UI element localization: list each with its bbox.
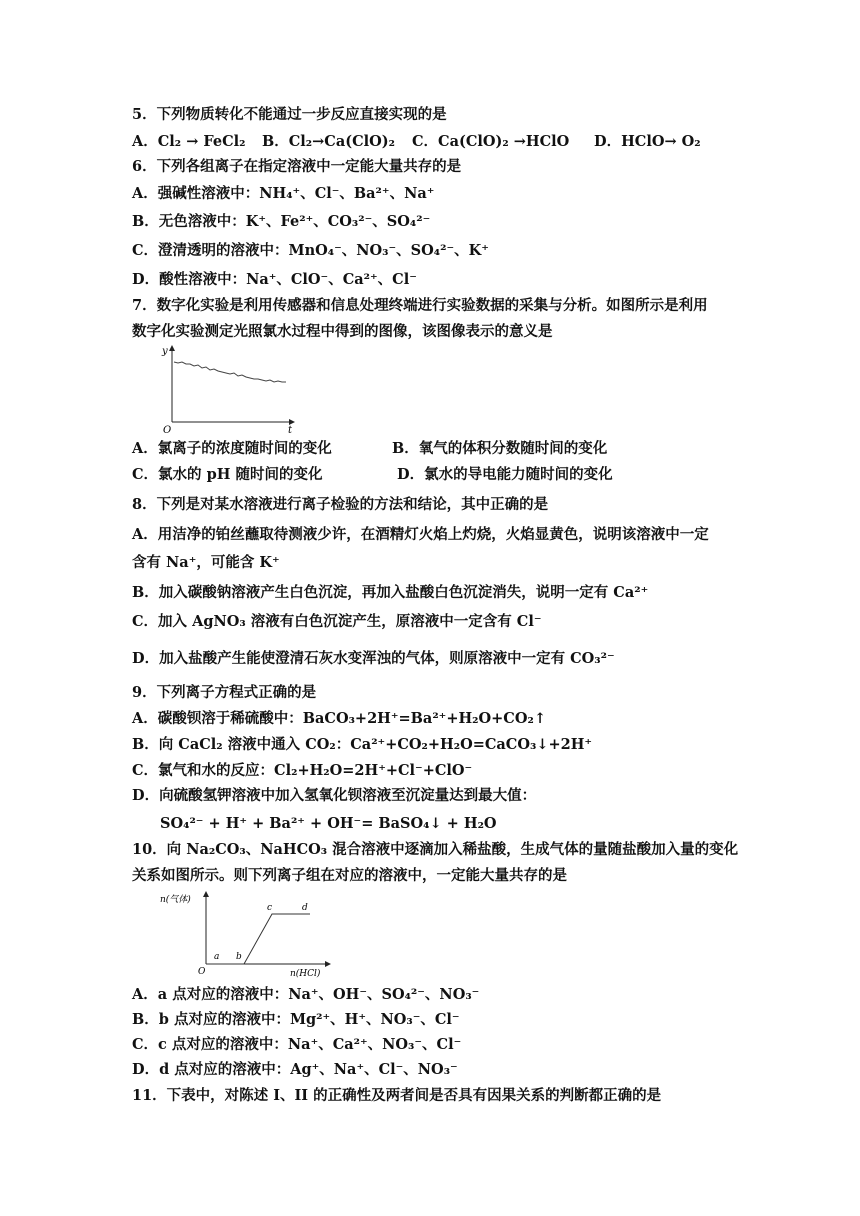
q10-option-b: B．b 点对应的溶液中：Mg²⁺、H⁺、NO₃⁻、Cl⁻ [132,1011,460,1028]
q9-option-d-equation: SO₄²⁻ + H⁺ + Ba²⁺ + OH⁻= BaSO₄↓ + H₂O [160,815,497,832]
q10-point-a: a [214,952,220,962]
q9-option-a: A．碳酸钡溶于稀硫酸中：BaCO₃+2H⁺=Ba²⁺+H₂O+CO₂↑ [132,710,546,727]
q5-options [132,132,742,152]
q7-origin-label: O [163,425,172,434]
q6-option-b: B．无色溶液中：K⁺、Fe²⁺、CO₃²⁻、SO₄²⁻ [132,213,431,230]
q8-option-d: D．加入盐酸产生能使澄清石灰水变浑浊的气体，则原溶液中一定有 CO₃²⁻ [132,650,615,667]
q9-stem: 9．下列离子方程式正确的是 [132,684,317,701]
q5-option-d: D．HClO→ O₂ [594,133,701,150]
q10-option-c: C．c 点对应的溶液中：Na⁺、Ca²⁺、NO₃⁻、Cl⁻ [132,1036,462,1053]
q7-option-c: C．氯水的 pH 随时间的变化 [132,466,323,483]
q7-option-d: D．氯水的导电能力随时间的变化 [397,466,613,483]
q7-stem-line2: 数字化实验测定光照氯水过程中得到的图像，该图像表示的意义是 [132,323,553,340]
q10-origin-label: O [198,967,206,977]
q6-option-c: C．澄清透明的溶液中：MnO₄⁻、NO₃⁻、SO₄²⁻、K⁺ [132,242,489,259]
q5-option-b: B．Cl₂→Ca(ClO)₂ [262,133,395,150]
q10-stem-line1: 10．向 Na₂CO₃、NaHCO₃ 混合溶液中逐滴加入稀盐酸，生成气体的量随盐酸加入量的变化 [132,841,739,858]
q7-curve [174,362,286,382]
q5-option-c: C．Ca(ClO)₂ →HClO [412,133,570,150]
q10-stem-line2: 关系如图所示。则下列离子组在对应的溶液中，一定能大量共存的是 [132,867,567,884]
q8-option-b: B．加入碳酸钠溶液产生白色沉淀，再加入盐酸白色沉淀消失，说明一定有 Ca²⁺ [132,584,649,601]
q10-point-d: d [302,903,308,913]
q9-option-d-line1: D．向硫酸氢钾溶液中加入氢氧化钡溶液至沉淀量达到最大值： [132,787,537,804]
q10-point-b: b [236,952,242,962]
q10-point-c: c [267,903,273,913]
q5-option-a: A．Cl₂ → FeCl₂ [132,133,246,150]
q5-stem: 5．下列物质转化不能通过一步反应直接实现的是 [132,106,447,123]
q8-option-c: C．加入 AgNO₃ 溶液有白色沉淀产生，原溶液中一定含有 Cl⁻ [132,613,542,630]
q10-curve [206,914,310,964]
q10-y-label: n(气体) [160,895,191,905]
q6-option-d: D．酸性溶液中：Na⁺、ClO⁻、Ca²⁺、Cl⁻ [132,271,417,288]
q7-options-row1 [132,439,742,459]
q7-y-label: y [162,346,168,357]
q10-option-d: D．d 点对应的溶液中：Ag⁺、Na⁺、Cl⁻、NO₃⁻ [132,1061,458,1078]
q7-stem-line1: 7．数字化实验是利用传感器和信息处理终端进行实验数据的采集与分析。如图所示是利用 [132,297,708,314]
q7-graph [158,342,298,434]
q10-x-label: n(HCl) [290,969,321,979]
q11-stem: 11．下表中，对陈述 I、II 的正确性及两者间是否具有因果关系的判断都正确的是 [132,1087,662,1104]
q7-option-a: A．氯离子的浓度随时间的变化 [132,440,332,457]
q10-graph [160,890,332,980]
q10-option-a: A．a 点对应的溶液中：Na⁺、OH⁻、SO₄²⁻、NO₃⁻ [132,986,480,1003]
q8-stem: 8．下列是对某水溶液进行离子检验的方法和结论，其中正确的是 [132,496,549,513]
q7-options-row2 [132,465,742,485]
q8-option-a-line2: 含有 Na⁺，可能含 K⁺ [132,554,280,571]
q6-option-a: A．强碱性溶液中：NH₄⁺、Cl⁻、Ba²⁺、Na⁺ [132,185,435,202]
q9-option-c: C．氯气和水的反应：Cl₂+H₂O=2H⁺+Cl⁻+ClO⁻ [132,762,473,779]
q7-x-label: t [288,425,293,434]
q8-option-a-line1: A．用洁净的铂丝蘸取待测液少许，在酒精灯火焰上灼烧，火焰显黄色，说明该溶液中一定 [132,526,709,543]
q7-option-b: B．氧气的体积分数随时间的变化 [392,440,608,457]
q9-option-b: B．向 CaCl₂ 溶液中通入 CO₂：Ca²⁺+CO₂+H₂O=CaCO₃↓+2H⁺ [132,736,593,753]
q6-stem: 6．下列各组离子在指定溶液中一定能大量共存的是 [132,158,462,175]
